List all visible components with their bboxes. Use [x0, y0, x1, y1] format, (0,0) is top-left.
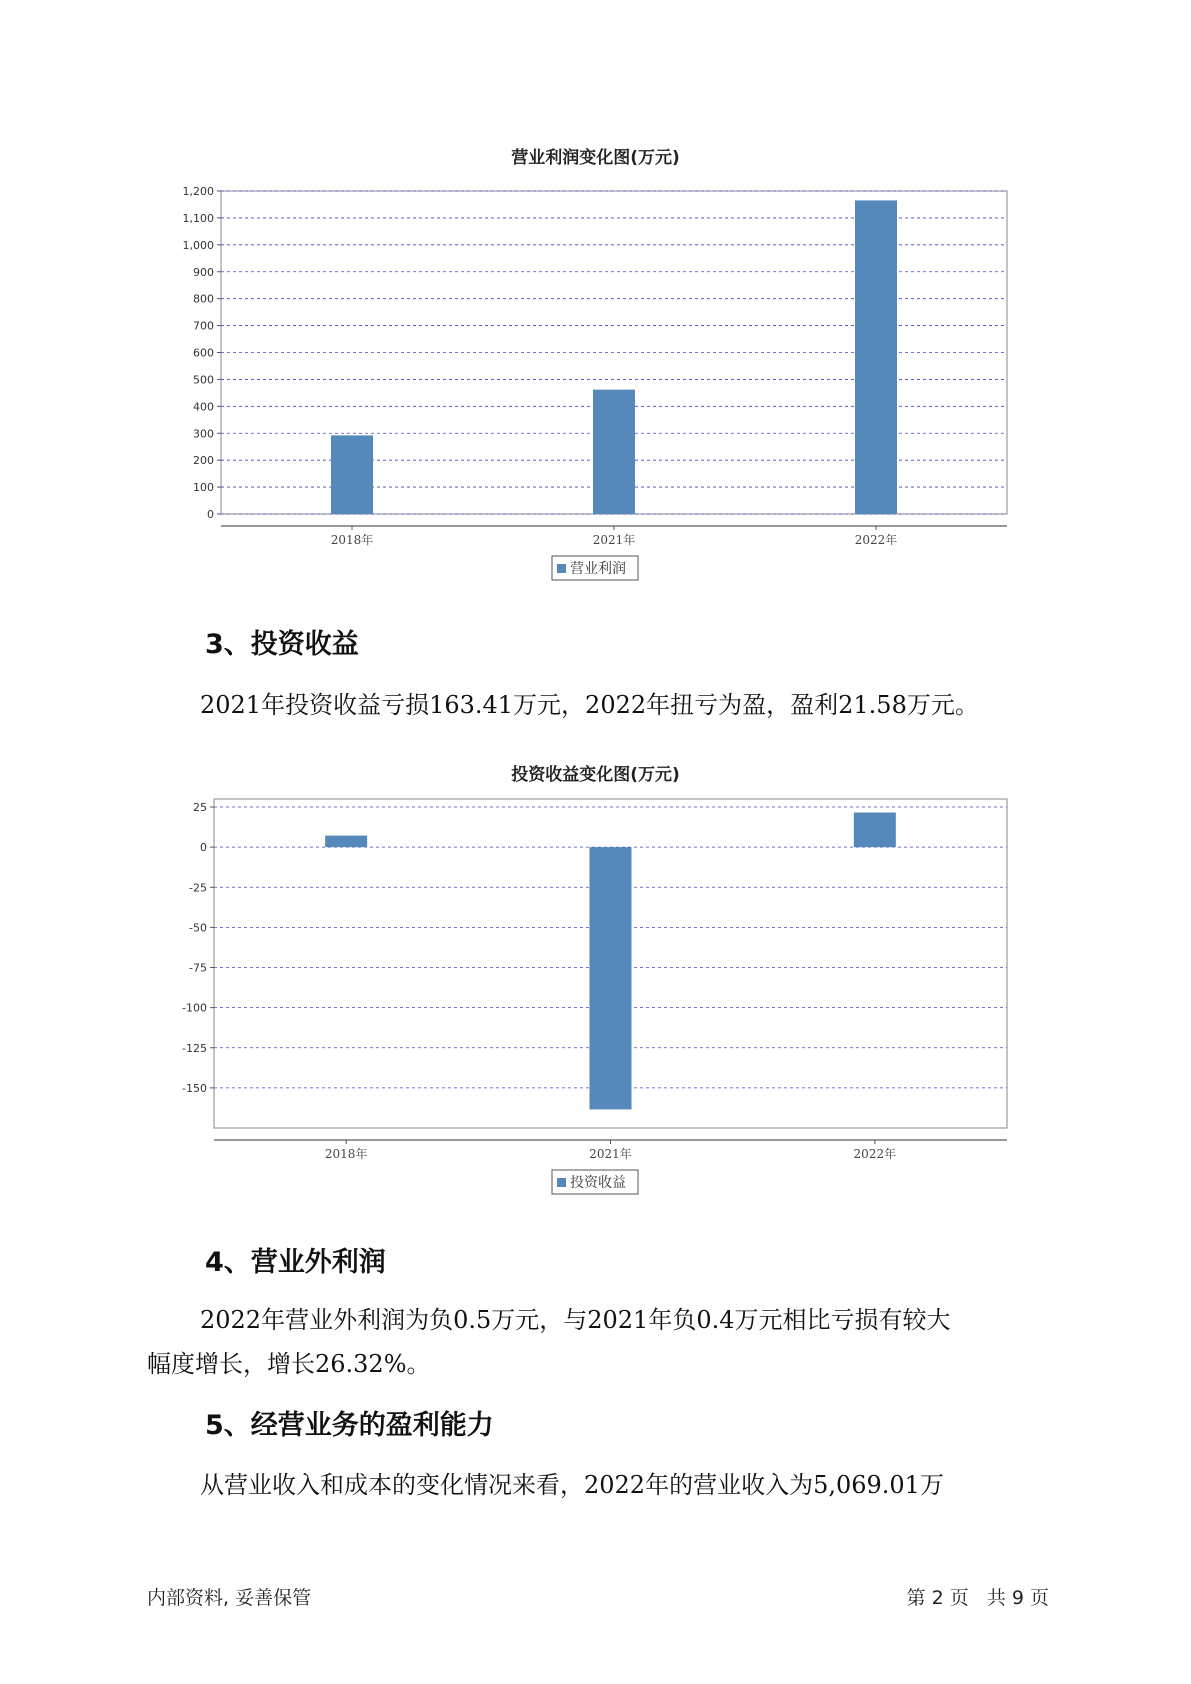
legend-label: 营业利润 — [570, 561, 626, 577]
footer-page-number: 第 2 页 共 9 页 — [906, 1587, 1049, 1609]
y-tick-label: 400 — [193, 400, 214, 414]
y-tick-label: 700 — [193, 319, 214, 333]
y-tick-label: 800 — [193, 292, 214, 306]
x-tick-label: 2021年 — [589, 1147, 632, 1161]
legend-label: 投资收益 — [570, 1175, 626, 1191]
chart2-title: 投资收益变化图(万元) — [511, 765, 680, 785]
section4-heading: 4、营业外利润 — [205, 1247, 386, 1278]
y-tick-label: -150 — [182, 1081, 207, 1095]
x-tick-label: 2022年 — [854, 533, 898, 547]
y-tick-label: 0 — [200, 841, 207, 855]
y-tick-label: 300 — [193, 427, 214, 441]
x-tick-label: 2022年 — [853, 1147, 897, 1161]
legend-swatch — [557, 564, 566, 573]
bar-2022年 — [855, 200, 897, 514]
y-tick-label: 500 — [193, 373, 214, 387]
y-tick-label: 1,100 — [182, 211, 214, 225]
y-tick-label: -125 — [182, 1041, 207, 1055]
investment-income-chart — [0, 790, 1191, 1210]
chart1-title: 营业利润变化图(万元) — [511, 148, 680, 168]
y-tick-label: 25 — [193, 801, 207, 815]
footer-confidential-note: 内部资料, 妥善保管 — [147, 1587, 312, 1609]
section3-paragraph: 2021年投资收益亏损163.41万元，2022年扭亏为盈，盈利21.58万元。 — [200, 691, 979, 719]
y-tick-label: -50 — [189, 921, 207, 935]
section4-paragraph-line2: 幅度增长，增长26.32%。 — [147, 1350, 431, 1378]
bar-2018年 — [325, 836, 367, 848]
y-tick-label: 200 — [193, 454, 214, 468]
operating-profit-chart — [0, 170, 1191, 590]
bar-2021年 — [593, 390, 635, 514]
y-tick-label: -75 — [189, 961, 207, 975]
y-tick-label: 1,000 — [182, 238, 214, 252]
x-tick-label: 2021年 — [592, 533, 636, 547]
bar-2018年 — [331, 435, 373, 514]
section4-paragraph-line1: 2022年营业外利润为负0.5万元，与2021年负0.4万元相比亏损有较大 — [200, 1306, 951, 1334]
y-tick-label: 600 — [193, 346, 214, 360]
bar-2022年 — [854, 813, 896, 848]
x-tick-label: 2018年 — [330, 533, 374, 547]
section5-paragraph-line1: 从营业收入和成本的变化情况来看，2022年的营业收入为5,069.01万 — [200, 1471, 944, 1499]
y-tick-label: -100 — [182, 1001, 207, 1015]
bar-2021年 — [590, 847, 632, 1109]
section5-heading: 5、经营业务的盈利能力 — [205, 1410, 494, 1441]
x-tick-label: 2018年 — [324, 1147, 368, 1161]
section3-heading: 3、投资收益 — [205, 629, 359, 660]
y-tick-label: 1,200 — [182, 185, 214, 198]
y-tick-label: 100 — [193, 481, 214, 495]
y-tick-label: 900 — [193, 265, 214, 279]
legend-swatch — [557, 1178, 566, 1187]
y-tick-label: -25 — [189, 881, 207, 895]
y-tick-label: 0 — [207, 508, 214, 521]
